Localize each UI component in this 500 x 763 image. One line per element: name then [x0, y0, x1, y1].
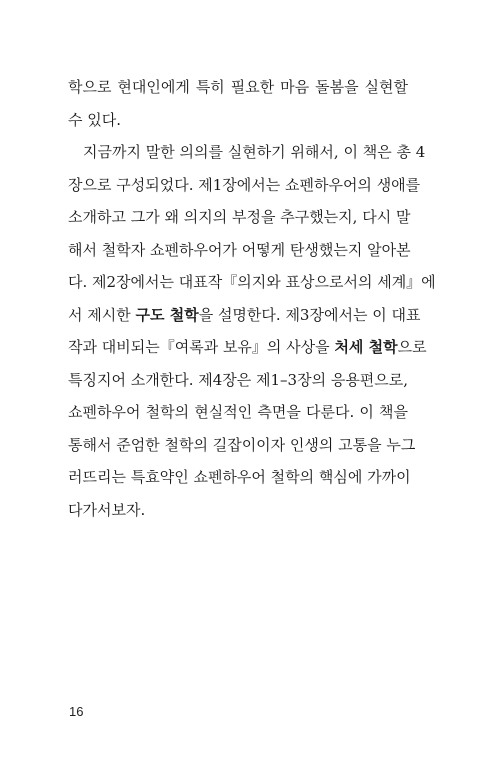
text-segment: 작과 대비되는『여록과 보유』의 사상을 — [68, 338, 335, 356]
text-line: 지금까지 말한 의의를 실현하기 위해서, 이 책은 총 4 — [83, 143, 426, 161]
text-line — [68, 299, 421, 332]
text-line: 소개하고 그가 왜 의지의 부정을 추구했는지, 다시 말 — [68, 208, 411, 226]
body-text — [68, 71, 436, 526]
text-line: 학으로 현대인에게 특히 필요한 마음 돌봄을 실현할 — [68, 78, 408, 96]
text-line: 러뜨리는 특효약인 쇼펜하우어 철학의 핵심에 가까이 — [68, 468, 411, 486]
text-segment: 서 제시한 — [68, 305, 136, 324]
text-line: 다가서보자. — [68, 500, 146, 519]
text-line: 장으로 구성되었다. 제1장에서는 쇼펜하우어의 생애를 — [68, 175, 421, 194]
page-number: 16 — [69, 704, 84, 719]
text-line — [68, 331, 427, 364]
text-line: 쇼펜하우어 철학의 현실적인 측면을 다룬다. 이 책을 — [68, 403, 408, 421]
text-line: 특징지어 소개한다. 제4장은 제1–3장의 응용편으로, — [68, 370, 409, 389]
text-line: 수 있다. — [68, 110, 122, 129]
text-line: 통해서 준엄한 철학의 길잡이이자 인생의 고통을 누그 — [68, 435, 416, 454]
text-line: 다. 제2장에서는 대표작『의지와 표상으로서의 세계』에 — [68, 273, 436, 291]
text-line: 해서 철학자 쇼펜하우어가 어떻게 탄생했는지 알아본 — [68, 240, 411, 259]
text-segment: 을 설명한다. 제3장에서는 이 대표 — [198, 305, 421, 324]
text-segment: 으로 — [397, 338, 427, 356]
emphasis-term: 처세 철학 — [334, 338, 398, 356]
emphasis-term: 구도 철학 — [135, 305, 199, 324]
